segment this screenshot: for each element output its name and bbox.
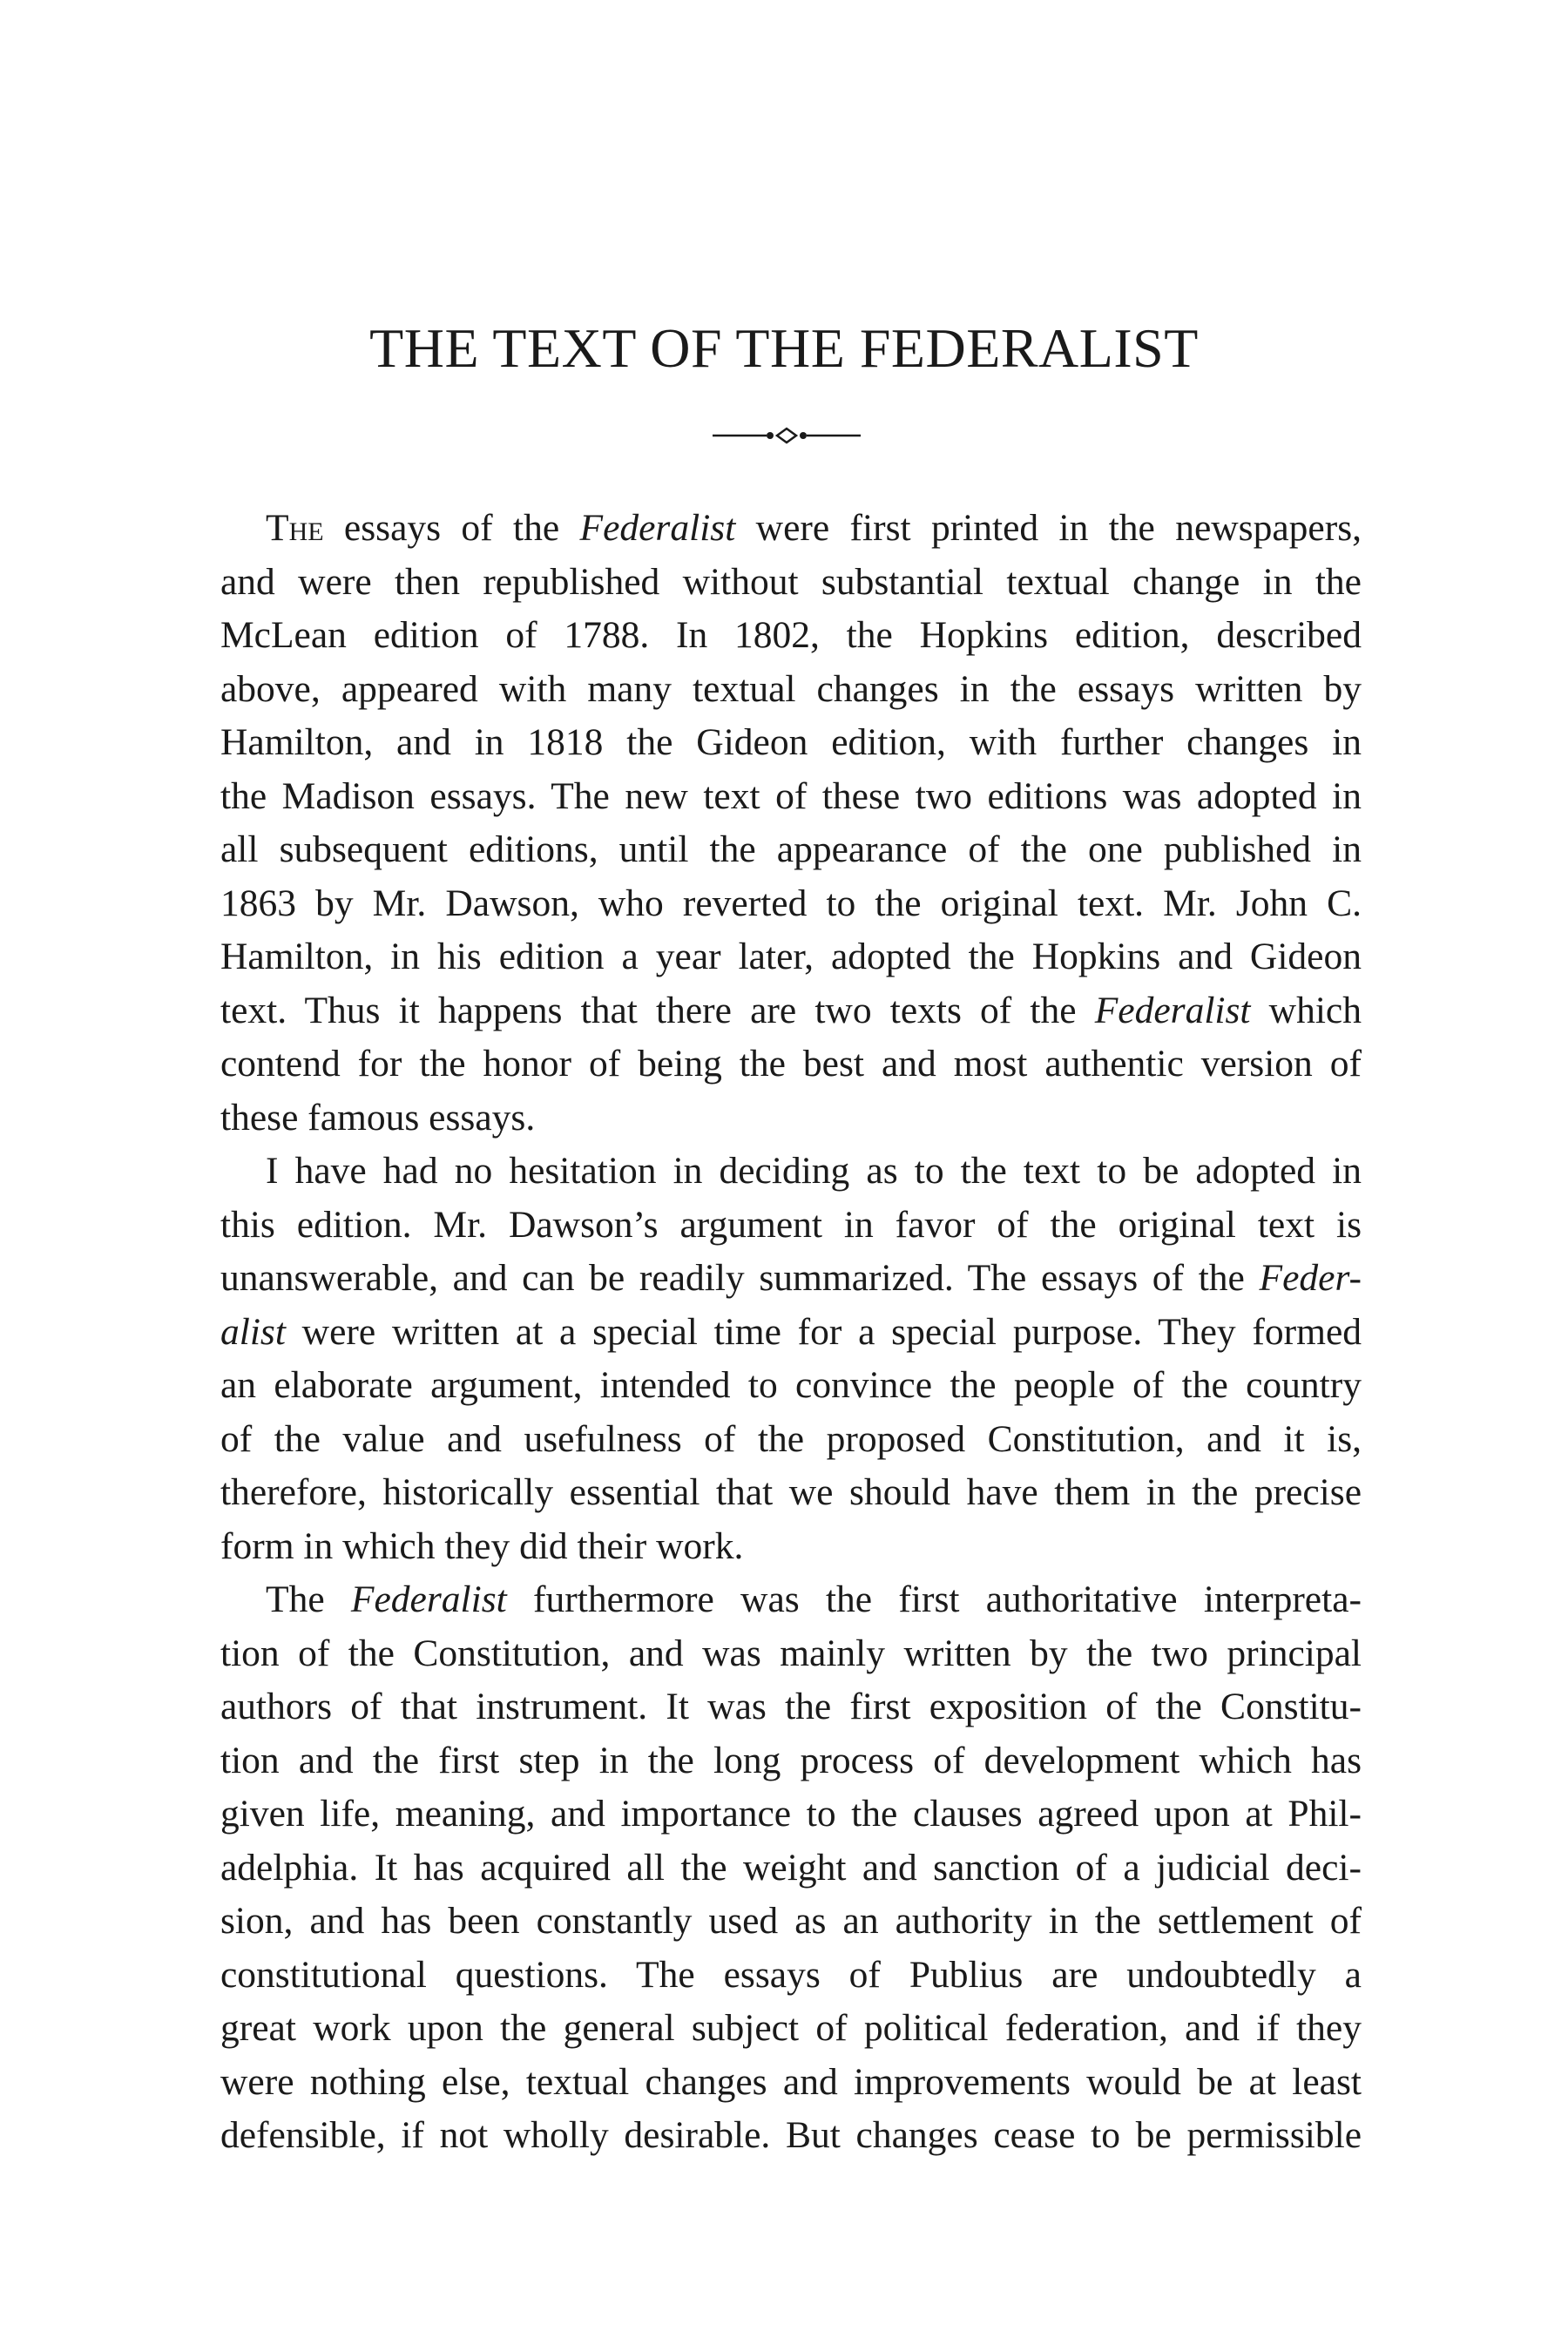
text-line: the Madison essays. The new text of these two editions was adopted in bbox=[220, 774, 1362, 817]
text-span: were first printed in the newspapers, bbox=[735, 507, 1362, 549]
text-line: form in which they did their work. bbox=[220, 1524, 744, 1567]
text-line: tion and the first step in the long process of development which has bbox=[220, 1739, 1362, 1781]
text-line: all subsequent editions, until the appearance of the one published in bbox=[220, 828, 1362, 870]
text-span: essays of the bbox=[323, 507, 580, 549]
text-line: were nothing else, textual changes and improvements would be at least bbox=[220, 2060, 1362, 2103]
italic-title: Federalist bbox=[350, 1578, 507, 1620]
text-line: adelphia. It has acquired all the weight and sanction of a judicial deci- bbox=[220, 1846, 1362, 1889]
text-line bbox=[220, 984, 1362, 1038]
text-line: these famous essays. bbox=[220, 1096, 536, 1139]
text-line: defensible, if not wholly desirable. But changes cease to be permissible bbox=[220, 2114, 1362, 2156]
text-line: I have had no hesitation in deciding as to the text to be adopted in bbox=[266, 1150, 1362, 1192]
body-text bbox=[220, 502, 1362, 2163]
text-span: The bbox=[266, 1578, 351, 1620]
paragraph-2 bbox=[220, 1145, 1362, 1573]
text-span: unanswerable, and can be readily summarized. The essays of the bbox=[220, 1257, 1260, 1299]
text-line: Hamilton, in his edition a year later, adopted the Hopkins and Gideon bbox=[220, 936, 1362, 977]
text-line: sion, and has been constantly used as an authority in the settlement of bbox=[220, 1900, 1362, 1942]
text-line: this edition. Mr. Dawson’s argument in favor of the original text is bbox=[220, 1203, 1362, 1246]
text-span: which bbox=[1250, 989, 1362, 1031]
fleuron-divider-icon bbox=[713, 425, 861, 446]
italic-title: Federalist bbox=[579, 507, 736, 549]
text-line: therefore, historically essential that we should have them in the precise bbox=[220, 1471, 1362, 1513]
text-line: tion of the Constitution, and was mainly written by the two principal bbox=[220, 1632, 1362, 1674]
text-span: text. Thus it happens that there are two texts of the bbox=[220, 989, 1095, 1031]
paragraph-1 bbox=[220, 502, 1362, 1145]
text-line: above, appeared with many textual changes in the essays written by bbox=[220, 667, 1362, 710]
paragraph-3 bbox=[220, 1573, 1362, 2163]
italic-title: Feder- bbox=[1259, 1257, 1362, 1299]
text-line: 1863 by Mr. Dawson, who reverted to the original text. Mr. John C. bbox=[220, 882, 1362, 924]
text-line: given life, meaning, and importance to the clauses agreed upon at Phil- bbox=[220, 1793, 1362, 1835]
text-line: and were then republished without substantial textual change in the bbox=[220, 560, 1362, 603]
page-title: THE TEXT OF THE FEDERALIST bbox=[369, 317, 1199, 379]
text-line: contend for the honor of being the best and most authentic version of bbox=[220, 1043, 1362, 1085]
text-line bbox=[220, 1252, 1362, 1306]
italic-title: Federalist bbox=[1094, 989, 1251, 1031]
italic-title: alist bbox=[220, 1310, 286, 1353]
text-line bbox=[220, 1306, 1362, 1360]
text-line: constitutional questions. The essays of Publius are undoubtedly a bbox=[220, 1953, 1362, 1996]
text-span: were written at a special time for a special purpose. They formed bbox=[285, 1310, 1362, 1353]
text-line: McLean edition of 1788. In 1802, the Hopkins edition, described bbox=[220, 614, 1362, 656]
text-line bbox=[220, 1573, 1362, 1627]
text-line: great work upon the general subject of political federation, and if they bbox=[220, 2007, 1362, 2049]
small-caps-opening: The bbox=[266, 507, 324, 549]
text-line: Hamilton, and in 1818 the Gideon edition, with further changes in bbox=[220, 721, 1362, 763]
text-line: authors of that instrument. It was the first exposition of the Constitu- bbox=[220, 1686, 1362, 1727]
text-span: furthermore was the first authoritative interpreta- bbox=[506, 1578, 1362, 1620]
text-line bbox=[220, 502, 1362, 556]
text-line: of the value and usefulness of the proposed Constitution, and it is, bbox=[220, 1417, 1362, 1460]
text-line: an elaborate argument, intended to convince the people of the country bbox=[220, 1364, 1362, 1406]
